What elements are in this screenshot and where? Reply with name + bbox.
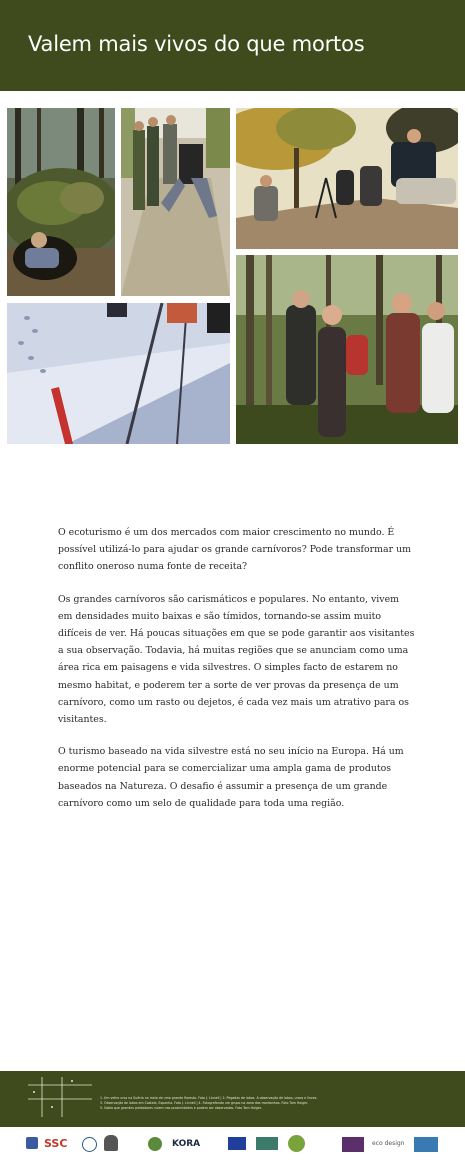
footer-grid-mark (28, 1077, 92, 1117)
header-bar (0, 0, 465, 91)
bear-logo-icon (104, 1135, 118, 1151)
partner-logo-icon (26, 1137, 38, 1149)
page-title: Valem mais vivos do que mortos (28, 32, 365, 56)
photo-watchers-on-hill (236, 108, 458, 249)
logo-group-partners (24, 1129, 134, 1159)
paragraph-intro: O ecoturismo é um dos mercados com maior crescimento no mundo. É possível utilizá-lo para ajudar os grande carnívoros? Pode transformar um conflito oneroso numa fonte de receita? (58, 527, 412, 573)
ssc-logo: SSC (44, 1137, 68, 1150)
logo-group-production (342, 1129, 457, 1159)
kora-logo: KORA (172, 1139, 201, 1149)
logo-bar (0, 1127, 465, 1163)
partner-logo-icon (82, 1137, 97, 1152)
eu-flag-icon (228, 1137, 246, 1150)
photo-group-on-forest-road (121, 108, 230, 296)
photo-tracks-in-snow (7, 303, 230, 444)
partner-logo-icon (148, 1137, 162, 1151)
credit-line: 1. Um velho urso na Suécia no meio de uma grande floresta. Foto J. Linnell | 2. Pegadas de lobos. A observação de lobos, ursos e linces. (100, 1096, 318, 1100)
globe-logo-icon (288, 1135, 305, 1152)
credit-line: 3. Observação de lobos em Castela, Espanha. Foto J. Linnell | 4. Fotografando um grupo na zona das montanhas. Foto Tom Holger. (100, 1101, 309, 1105)
body-text (58, 524, 416, 827)
credit-line: 5. Sabia que grandes predadores vivem nas proximidades e podem ser observados. Foto Tom Holger. (100, 1106, 262, 1110)
logo-group-funders (226, 1129, 316, 1159)
photo-credits (100, 1096, 455, 1111)
paragraph-carnivores: Os grandes carnívoros são carismáticos e populares. No entanto, vivem em densidades muito baixas e são tímidos, tornando-se assim muito difíceis de ver. Há poucas situações em que se pode garantir aos visitantes a sua observação. Todavia, há muitas regiões que se anunciam como uma área rica em paisagens e vida silvestres. O simples facto de estarem no mesmo habitat, e poderem ter a sorte de ver provas da presença de um carnívoro, como um rasto ou dejetos, é cada vez mais um atrativo para os visitantes. (58, 593, 415, 726)
photo-group-in-forest (236, 255, 458, 444)
logo-group-kora (146, 1129, 206, 1159)
partner-logo-icon (342, 1137, 364, 1152)
photo-person-in-bear-den (7, 108, 115, 296)
partner-logo-icon (414, 1137, 438, 1152)
eco-design-logo: eco design (372, 1140, 405, 1147)
paragraph-tourism: O turismo baseado na vida silvestre está no seu início na Europa. Há um enorme potencial para se comercializar uma ampla gama de produtos baseados na Natureza. O desafio é assumir a presença de um grande carnívoro como um selo de qualidade para toda uma região. (58, 746, 404, 809)
footer-bar (0, 1071, 465, 1127)
partner-logo-icon (256, 1137, 278, 1150)
